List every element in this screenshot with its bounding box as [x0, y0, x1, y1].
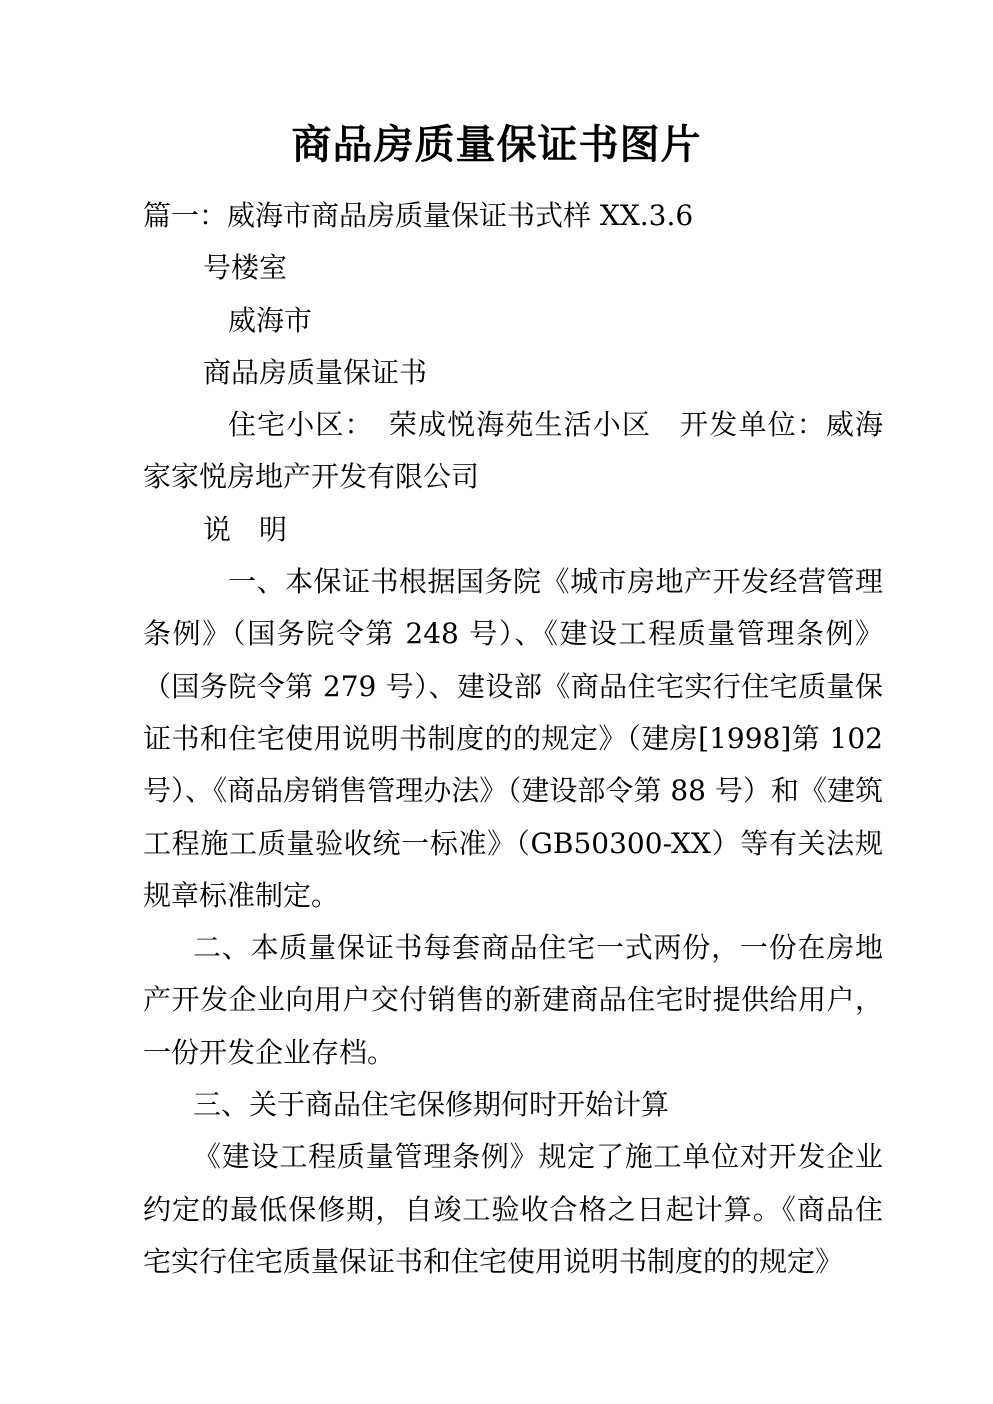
paragraph-item-1: 一、本保证书根据国务院《城市房地产开发经营管理条例》（国务院令第 248 号）、《建设工程质量管理条例》（国务院令第 279 号）、建设部《商品住宅实行住宅质量保证书和住宅使用说明书制度的的规定》（建房[1998]第 102 号）、《商品房销售管理办法》（建设部令第 88 号）和《建筑工程施工质量验收统一标准》（GB50300-XX）等有关法规规章标准制定。 [143, 565, 883, 912]
paragraph-item-2: 二、本质量保证书每套商品住宅一式两份，一份在房地产开发企业向用户交付销售的新建商品住宅时提供给用户，一份开发企业存档。 [143, 931, 883, 1069]
paragraph-building-room: 号楼室 [203, 251, 288, 285]
paragraph-item-3: 三、关于商品住宅保修期何时开始计算 [193, 1088, 670, 1122]
paragraph-regulation-detail: 《建设工程质量管理条例》规定了施工单位对开发企业约定的最低保修期，自竣工验收合格之日起计算。《商品住宅实行住宅质量保证书和住宅使用说明书制度的的规定》 [143, 1140, 883, 1278]
document-body [0, 172, 993, 1288]
document-title: 商品房质量保证书图片 [291, 121, 702, 168]
paragraph-section-heading: 篇一：威海市商品房质量保证书式样 XX.3.6 [143, 199, 694, 232]
paragraph-certificate-title: 商品房质量保证书 [203, 355, 428, 389]
paragraph-city: 威海市 [228, 303, 313, 337]
paragraph-community-developer: 住宅小区： 荣成悦海苑生活小区 开发单位：威海家家悦房地产开发有限公司 [143, 408, 883, 494]
paragraph-notes-heading: 说 明 [203, 512, 288, 546]
